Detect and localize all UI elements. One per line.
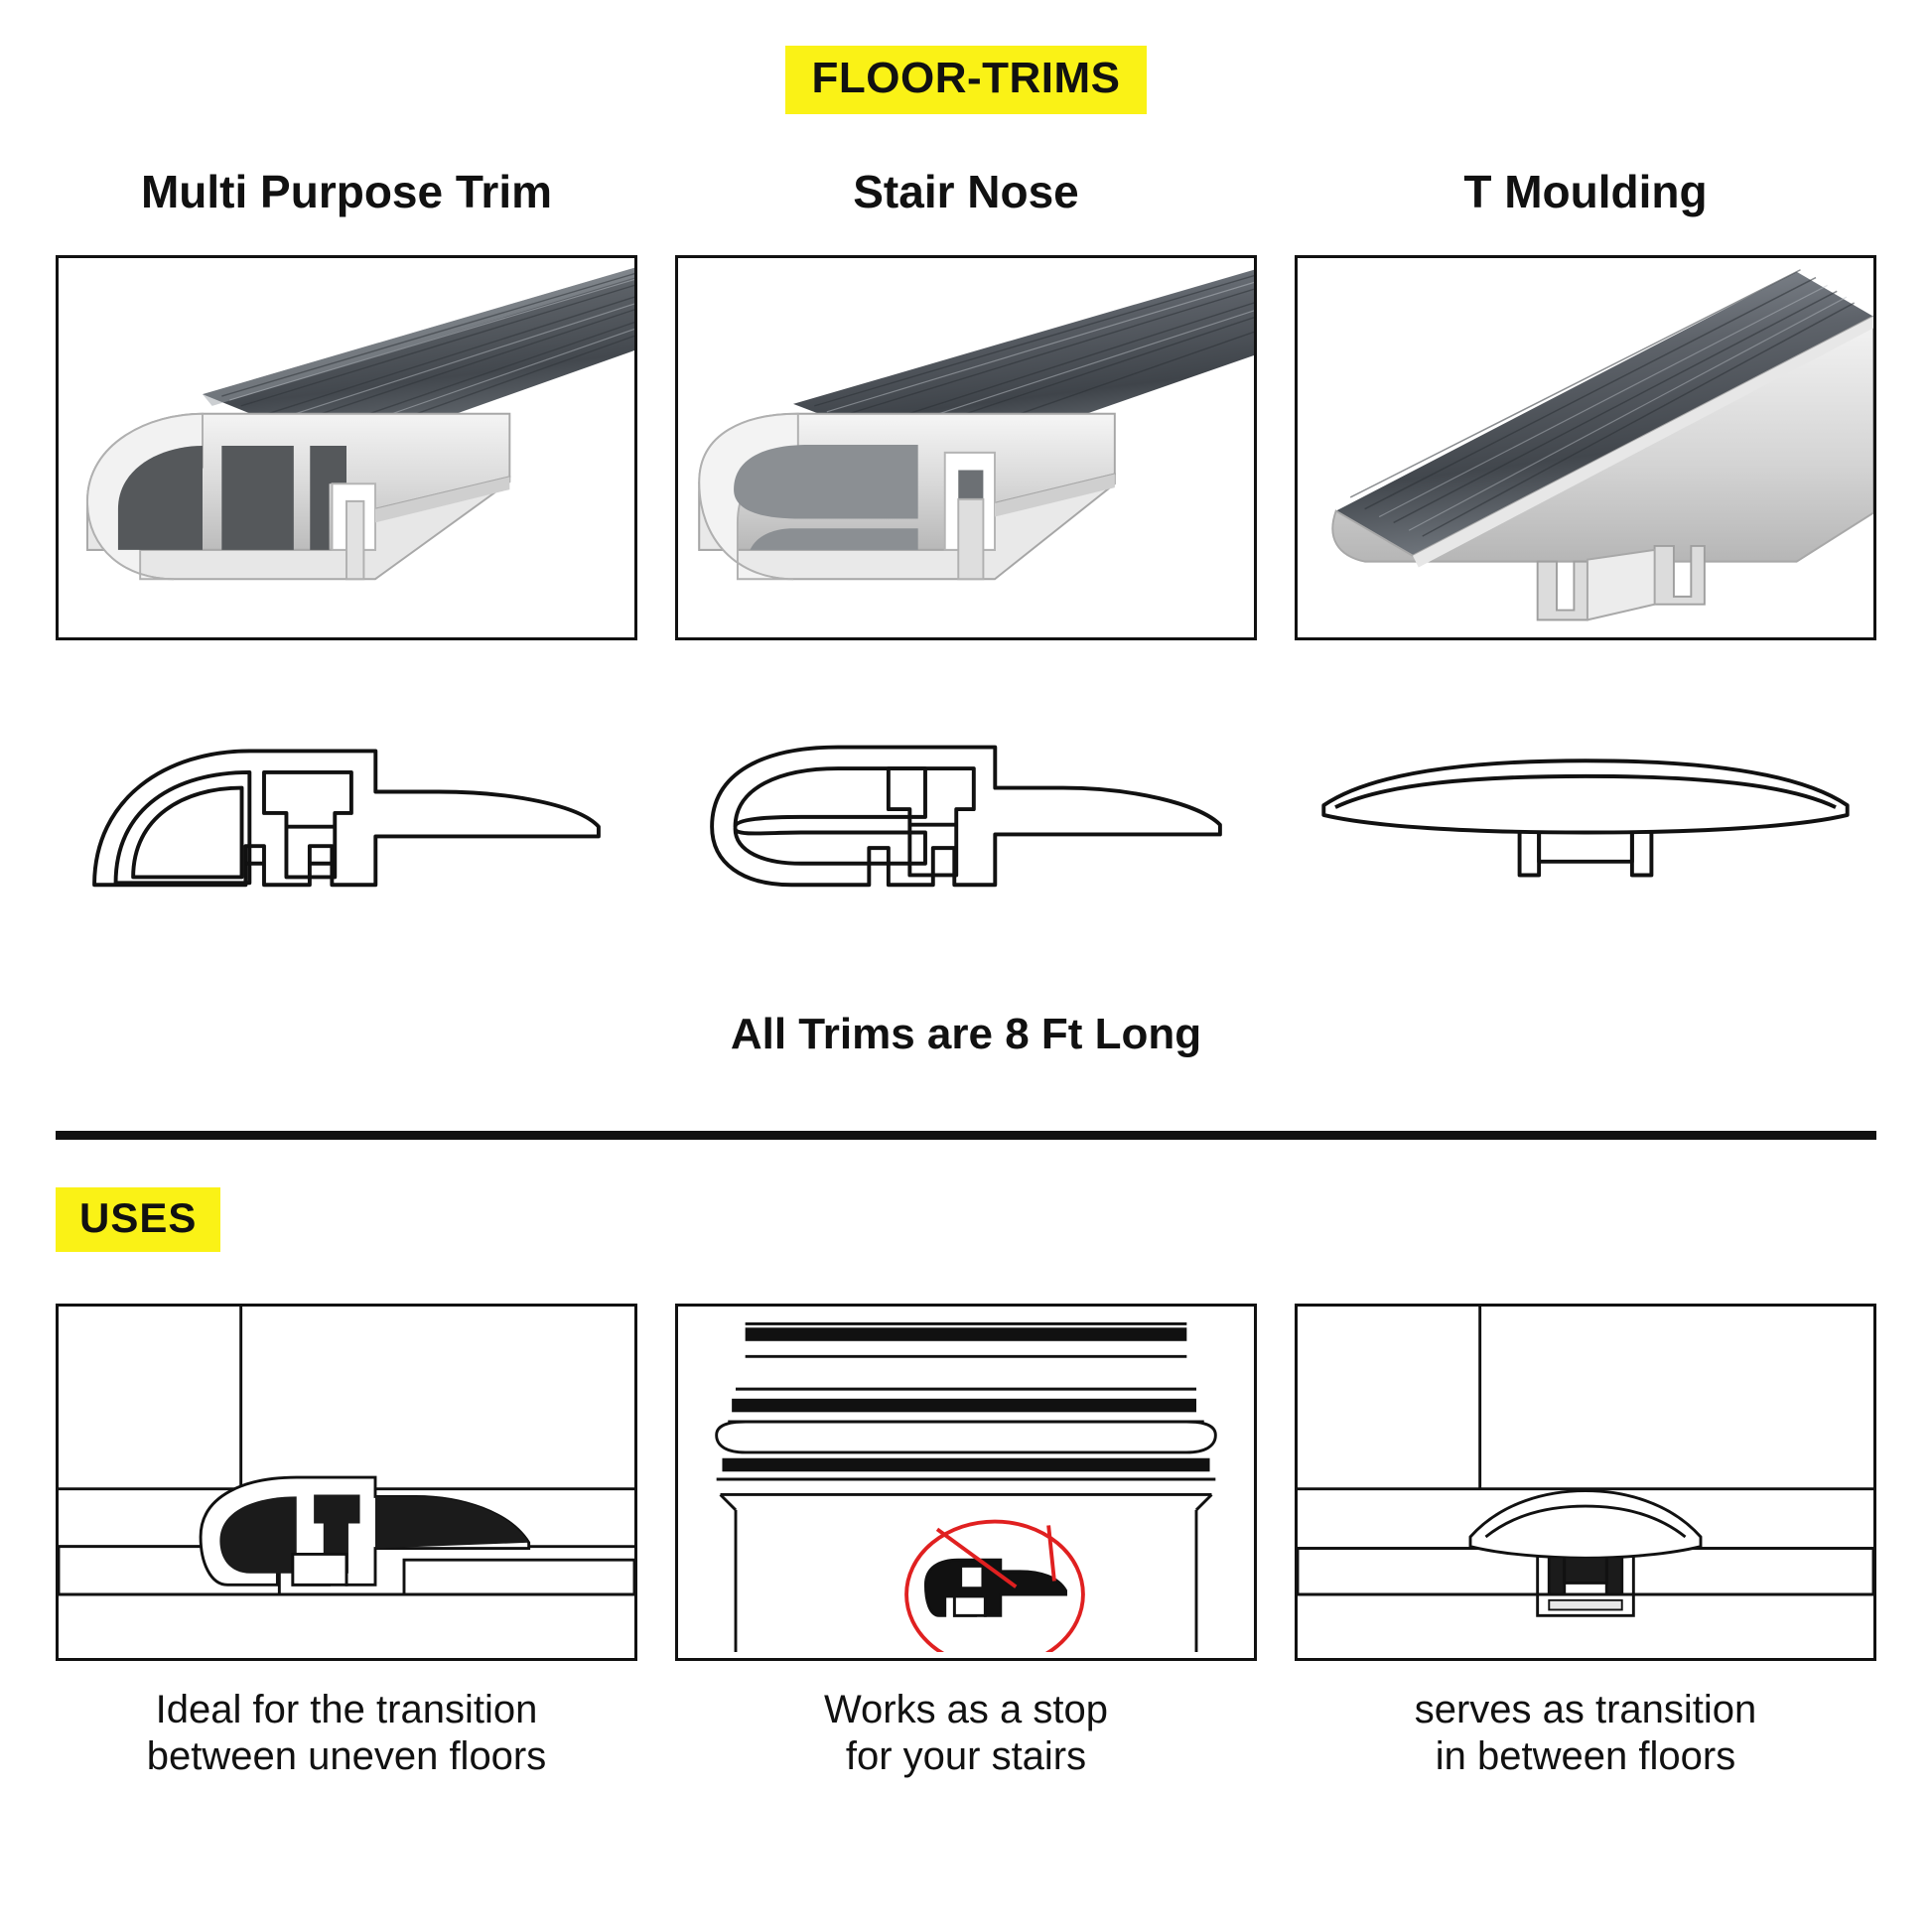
use-column-stair-stop — [675, 1304, 1257, 1780]
use-caption-stair-stop — [824, 1687, 1108, 1780]
trim-photo-t-moulding — [1295, 255, 1876, 640]
title-row — [56, 0, 1876, 114]
trim-title-multi-purpose: Multi Purpose Trim — [140, 166, 553, 217]
uses-grid — [56, 1304, 1876, 1780]
use-caption-uneven-floors — [147, 1687, 547, 1780]
trim-column-stair-nose — [675, 168, 1257, 936]
uses-badge-row — [56, 1187, 1876, 1252]
length-note: All Trims are 8 Ft Long — [730, 1010, 1202, 1059]
use-column-between-floors — [1295, 1304, 1876, 1780]
use-caption-line2: in between floors — [1435, 1734, 1736, 1779]
trim-title-t-moulding: T Moulding — [1463, 166, 1708, 217]
use-caption-between-floors — [1415, 1687, 1757, 1780]
use-diagram-uneven-floors — [56, 1304, 637, 1661]
page-title: FLOOR-TRIMS — [785, 46, 1146, 114]
trim-column-multi-purpose — [56, 168, 637, 936]
uses-badge: USES — [56, 1187, 220, 1252]
use-caption-line1: serves as transition — [1414, 1688, 1757, 1732]
use-caption-line1: Works as a stop — [823, 1688, 1109, 1732]
use-column-uneven-floors — [56, 1304, 637, 1780]
trim-grid — [56, 168, 1876, 936]
trim-photo-stair-nose — [675, 255, 1257, 640]
use-caption-line2: between uneven floors — [146, 1734, 547, 1779]
trim-profile-multi-purpose — [56, 688, 637, 936]
trim-profile-t-moulding — [1295, 688, 1876, 936]
trim-title-stair-nose: Stair Nose — [853, 166, 1079, 217]
use-diagram-between-floors — [1295, 1304, 1876, 1661]
use-diagram-stair-stop — [675, 1304, 1257, 1661]
trim-photo-multi-purpose — [56, 255, 637, 640]
trim-column-t-moulding — [1295, 168, 1876, 936]
section-divider — [56, 1131, 1876, 1140]
use-caption-line1: Ideal for the transition — [155, 1688, 538, 1732]
trim-profile-stair-nose — [675, 688, 1257, 936]
use-caption-line2: for your stairs — [845, 1734, 1087, 1779]
